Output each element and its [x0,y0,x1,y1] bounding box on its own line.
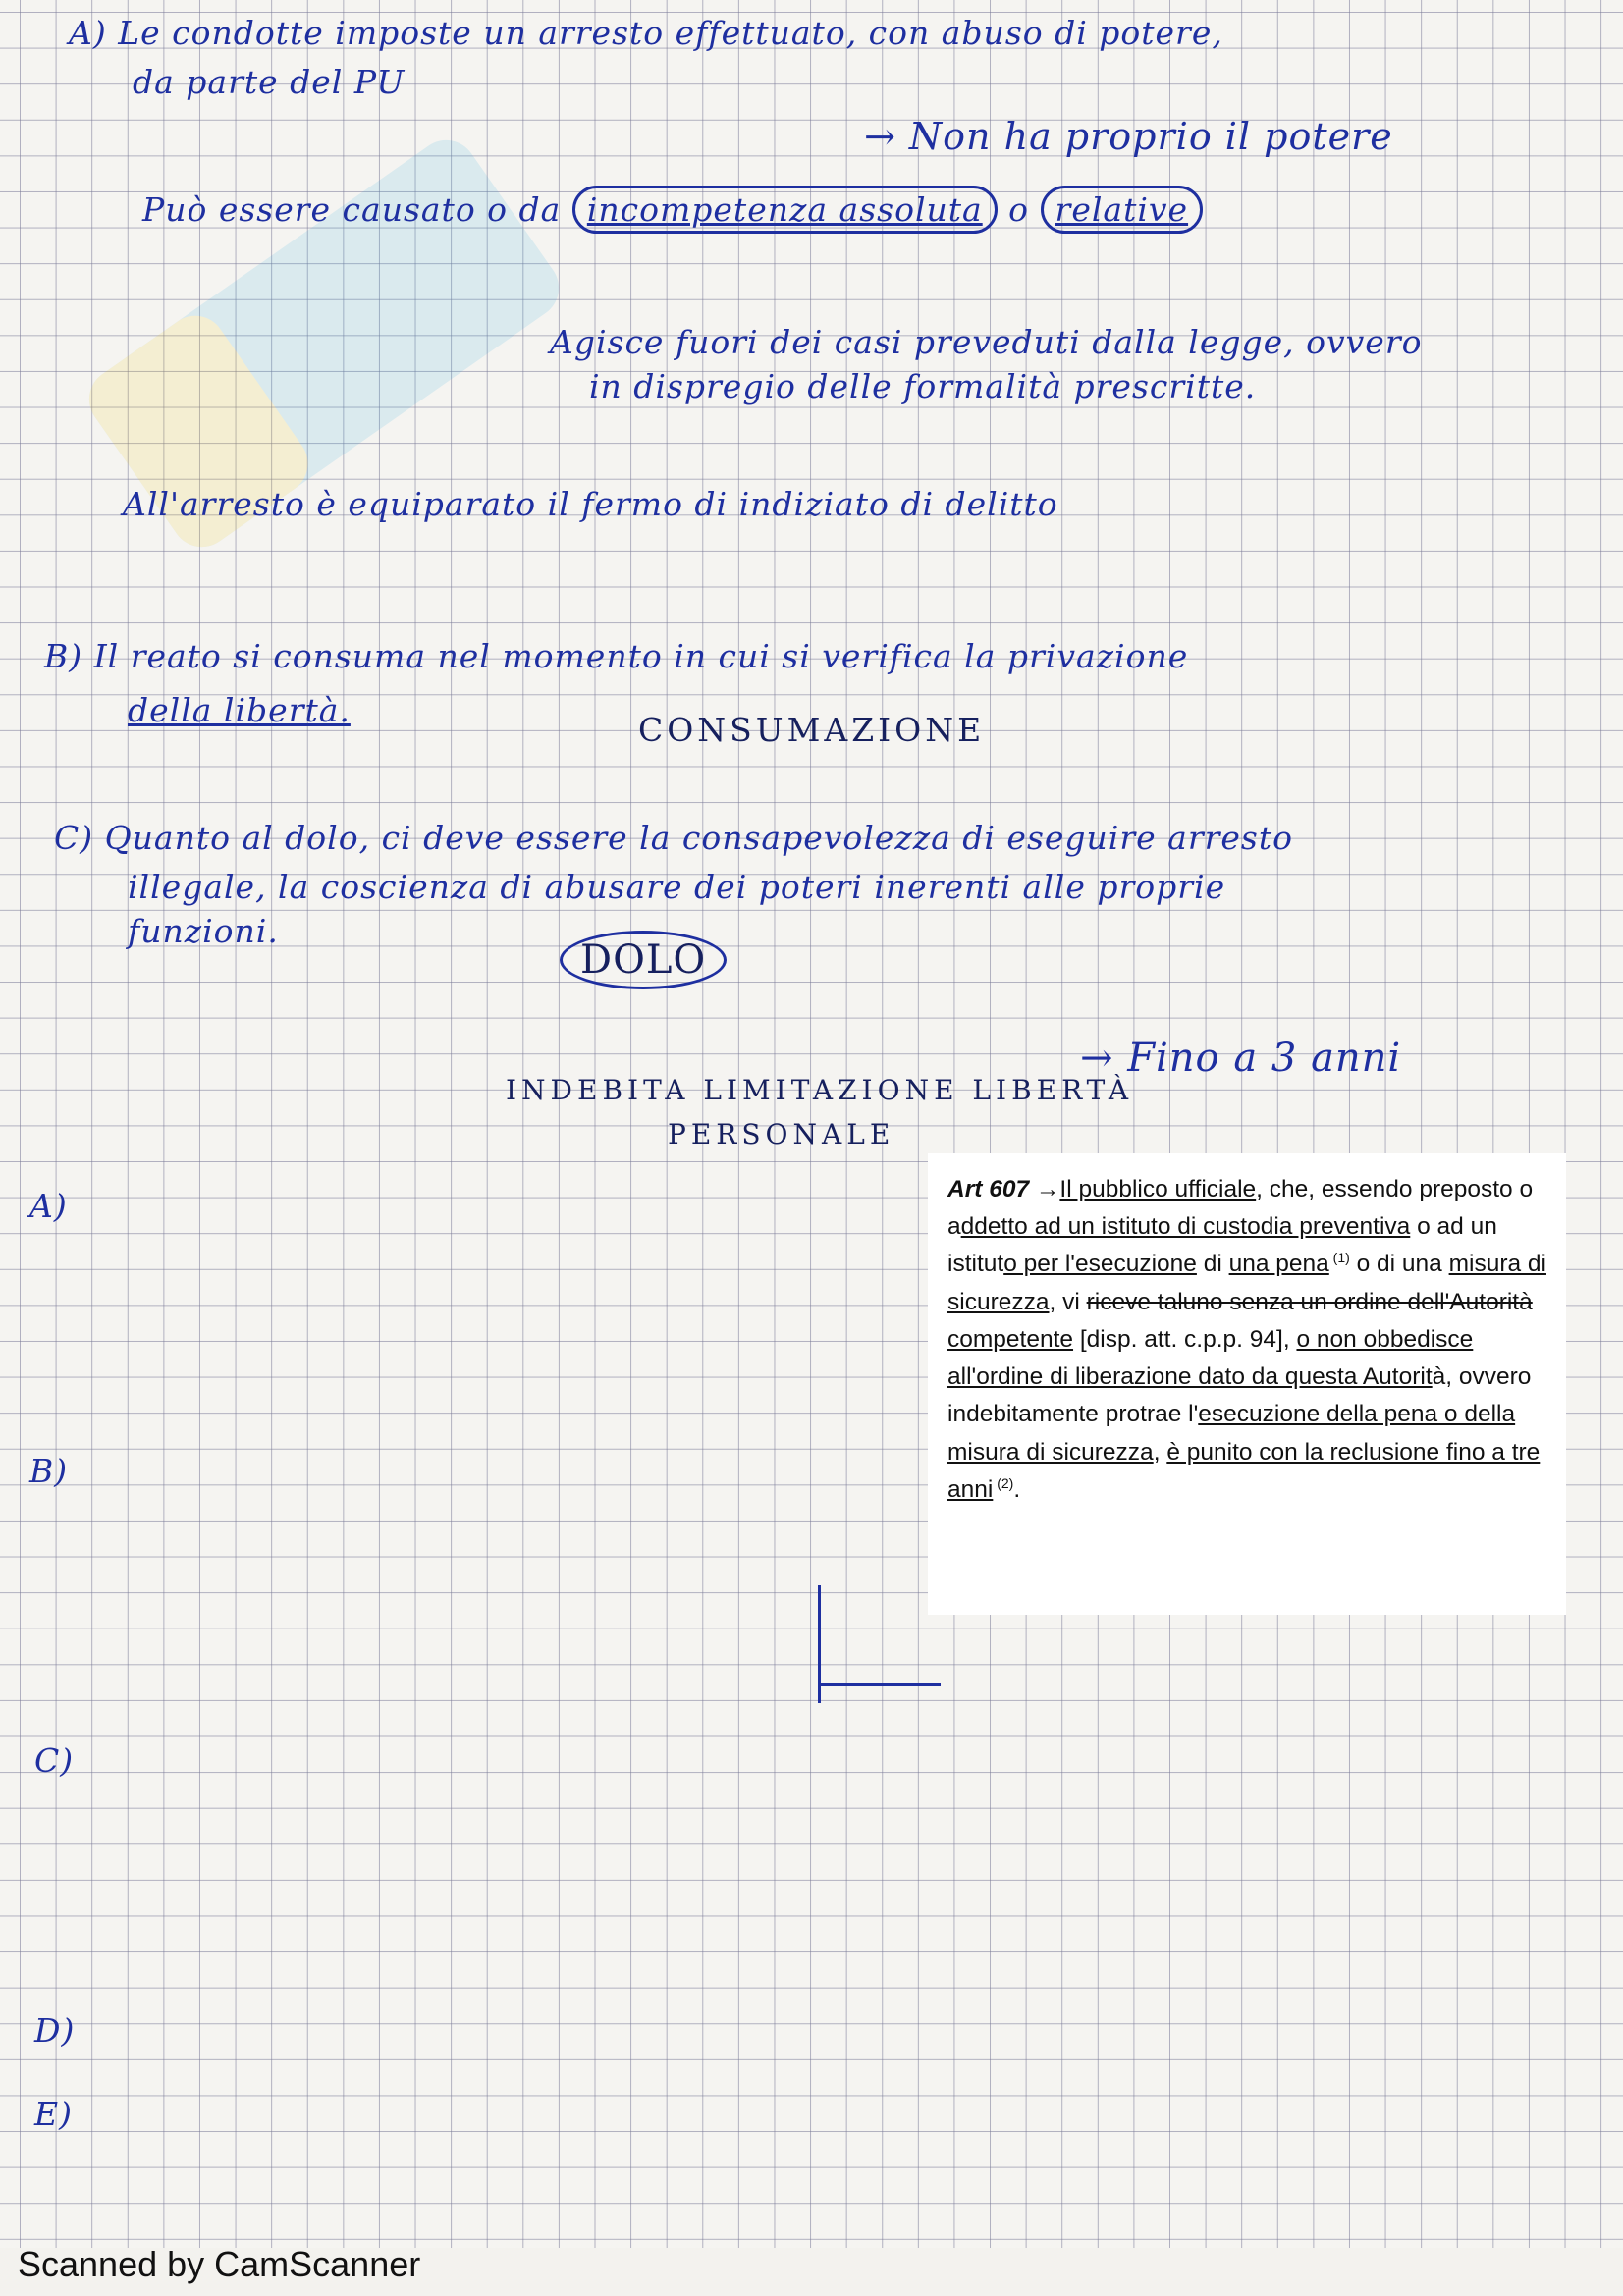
article-heading: Art 607 [947,1176,1030,1202]
article-segment: , [1153,1438,1167,1466]
article-segment: , che, essendo preposto o a [947,1176,1534,1241]
article-segment: una pena [1228,1251,1329,1278]
hw-line-a6: in dispregio delle formalità prescritte. [589,367,1257,405]
article-segment: misura di sicurezza [947,1251,1546,1315]
article-segment: [disp. att. c.p.p. 94], [1073,1325,1297,1353]
article-segment: di [1196,1251,1229,1278]
hw-s2-b: B) [29,1452,69,1490]
article-segment: competente [947,1325,1074,1353]
scanner-footer: Scanned by CamScanner [18,2244,421,2284]
hw-line-a1: A) Le condotte imposte un arresto effettuato, con abuso di potere, [69,14,1223,52]
article-segment: riceve taluno senza un ordine dell'Autorità [1086,1288,1533,1315]
hw-title-1: INDEBITA LIMITAZIONE LIBERTÀ [506,1074,1134,1106]
hw-a4-pre: Può essere causato o da [142,190,572,229]
hw-line-a4 [142,191,1203,229]
hw-dolo-text: DOLO [560,931,727,989]
article-segment: o ad un istitut [947,1213,1497,1278]
arrow-icon: → [1035,1176,1060,1202]
hw-s2-d: D) [34,2011,76,2050]
article-segment: à, ovvero indebitamente protrae l' [947,1363,1532,1428]
hw-line-a5: Agisce fuori dei casi preveduti dalla legge, ovvero [550,323,1423,361]
article-segment: è punito con la reclusione fino a tre anni [947,1438,1541,1503]
article-segment: (2) [993,1474,1014,1491]
article-segment: o non obbedisce all'ordine di liberazione dato da questa Autorit [947,1325,1474,1391]
article-segment: esecuzione della pena o della misura di sicurezza [947,1401,1516,1466]
hw-line-a7: All'arresto è equiparato il fermo di indiziato di delitto [123,485,1058,523]
hw-a4-mid: o [997,190,1041,229]
article-segment: (1) [1328,1250,1350,1266]
article-segment: Il pubblico ufficiale [1059,1176,1257,1202]
hw-title-2: PERSONALE [668,1118,895,1150]
hw-a4-absolute: incompetenza assoluta [572,186,998,234]
hw-line-b3: CONSUMAZIONE [638,711,986,749]
hw-s2-a: A) [29,1187,68,1225]
hw-line-c2: illegale, la coscienza di abusare dei poteri inerenti alle proprie [128,868,1226,906]
hw-line-c1: C) Quanto al dolo, ci deve essere la consapevolezza di eseguire arresto [54,819,1293,857]
hw-b2-text: della libertà. [128,691,351,729]
hw-line-b2 [128,692,351,729]
article-segment: o di una [1349,1251,1449,1278]
hw-line-a2: da parte del PU [133,63,406,101]
hw-s2-e: E) [34,2095,73,2133]
article-607-box [928,1153,1566,1615]
article-segment: . [1013,1475,1021,1503]
hw-line-a3: → Non ha proprio il potere [864,115,1393,158]
article-segment: ddetto ad un istituto di custodia preventiva [960,1213,1411,1241]
article-segment: o per l'esecuzione [1003,1251,1197,1278]
hw-s2-c: C) [34,1741,75,1780]
hw-fino: → Fino a 3 anni [1080,1036,1402,1081]
hw-horizontal-stroke [818,1683,941,1686]
hw-dolo [560,937,727,983]
article-body [947,1176,1546,1503]
hw-line-c3: funzioni. [128,912,279,950]
hw-line-b1: B) Il reato si consuma nel momento in cui si verifica la privazione [44,637,1189,675]
article-segment: , vi [1049,1288,1087,1315]
hw-a4-relative: relative [1041,186,1204,234]
